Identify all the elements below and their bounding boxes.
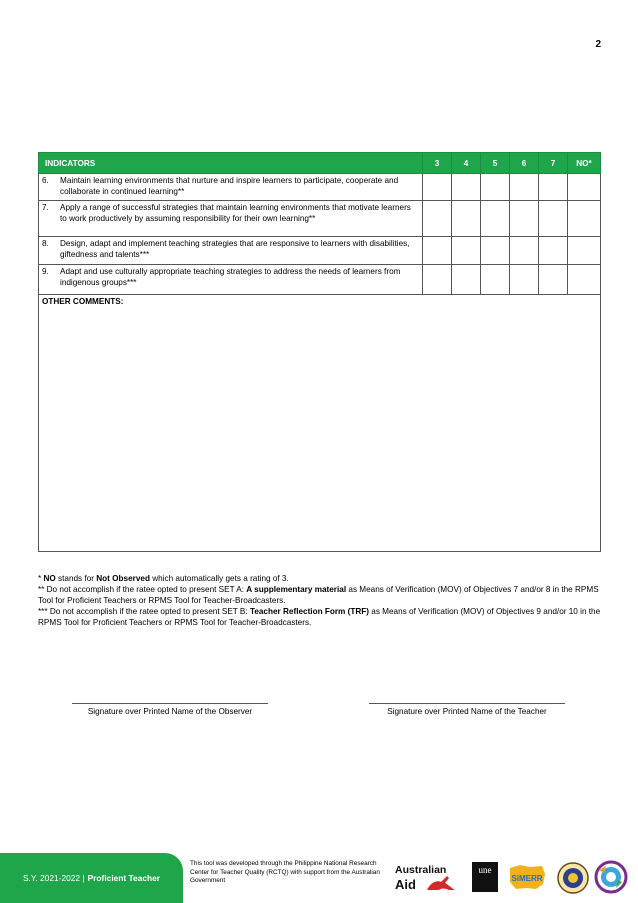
note-text: stands for xyxy=(55,574,97,583)
australian-aid-logo xyxy=(393,860,461,896)
footer-note: This tool was developed through the Philippine National Research Center for Teacher Quality (RCTQ) with support from the Australian Government xyxy=(190,860,380,885)
indicator-text: Design, adapt and implement teaching strategies that are responsive to learners with disabilities, giftedness and talents*** xyxy=(60,239,410,259)
teacher-role: Proficient Teacher xyxy=(87,873,161,883)
indicators-table xyxy=(38,152,601,552)
note-bold: Teacher Reflection Form (TRF) xyxy=(249,607,369,616)
indicator-number: 7. xyxy=(42,203,49,212)
table-header-row xyxy=(39,153,601,174)
indicator-number: 6. xyxy=(42,176,49,185)
table-row xyxy=(39,174,601,201)
indicator-cell xyxy=(39,201,423,237)
note-text: ** Do not accomplish if the ratee opted to present SET A: xyxy=(38,585,247,594)
scale-header: 6 xyxy=(510,153,539,174)
indicator-cell xyxy=(39,265,423,295)
other-comments-label: OTHER COMMENTS: xyxy=(42,297,124,306)
rating-cell[interactable] xyxy=(510,265,539,295)
une-logo-text: une xyxy=(478,865,492,875)
note-text: as Means of Verification (MOV) of Objectives 9 and/or 10 in the RPMS Tool for Proficient Teachers or RPMS Tool for Teacher-Broadcasters. xyxy=(38,607,601,627)
table-row xyxy=(39,237,601,265)
note-text: as Means of Verification (MOV) of Objectives 7 and/or 8 in the RPMS Tool for Proficient Teachers or RPMS Tool for Teacher-Broadcasters. xyxy=(38,585,599,605)
aid-logo-line2: Aid xyxy=(395,877,416,892)
footer-banner xyxy=(0,853,183,903)
simerr-logo-text: SiMERR xyxy=(511,874,543,883)
rating-cell[interactable] xyxy=(452,201,481,237)
scale-header: 3 xyxy=(423,153,452,174)
indicator-number: 9. xyxy=(42,267,49,276)
footnote-1 xyxy=(38,573,603,584)
deped-seal-icon xyxy=(557,862,589,894)
rating-cell[interactable] xyxy=(423,237,452,265)
indicator-text: Maintain learning environments that nurture and inspire learners to participate, cooperate and collaborate in continued learning** xyxy=(60,176,399,196)
rating-cell[interactable] xyxy=(539,265,568,295)
rating-cell[interactable] xyxy=(510,174,539,201)
rating-cell[interactable] xyxy=(452,237,481,265)
note-text: * xyxy=(38,574,44,583)
rating-cell[interactable] xyxy=(539,174,568,201)
other-comments-field[interactable] xyxy=(39,295,601,552)
indicators-header: INDICATORS xyxy=(39,153,423,174)
rating-cell[interactable] xyxy=(481,174,510,201)
scale-header: 4 xyxy=(452,153,481,174)
rating-cell[interactable] xyxy=(539,237,568,265)
footnotes xyxy=(38,573,603,628)
indicator-text: Adapt and use culturally appropriate teaching strategies to address the needs of learners from indigenous groups*** xyxy=(60,267,401,287)
rctq-seal-icon xyxy=(594,860,628,894)
rating-cell[interactable] xyxy=(510,237,539,265)
school-year: S.Y. 2021-2022 | xyxy=(22,873,85,883)
note-bold: NO xyxy=(43,574,56,583)
indicator-number: 8. xyxy=(42,239,49,248)
rating-cell[interactable] xyxy=(568,174,601,201)
aid-logo-line1: Australian xyxy=(395,864,447,876)
rating-cell[interactable] xyxy=(423,265,452,295)
footnote-3 xyxy=(38,606,603,628)
note-text: *** Do not accomplish if the ratee opted to present SET B: xyxy=(38,607,250,616)
rating-cell[interactable] xyxy=(481,265,510,295)
rating-cell[interactable] xyxy=(510,201,539,237)
scale-header: 5 xyxy=(481,153,510,174)
indicator-text: Apply a range of successful strategies that maintain learning environments that motivate learners to work productively by assuming responsibility for their own learning** xyxy=(60,203,411,223)
rating-cell[interactable] xyxy=(539,201,568,237)
rating-cell[interactable] xyxy=(568,237,601,265)
rating-cell[interactable] xyxy=(481,237,510,265)
footnote-2 xyxy=(38,584,603,606)
note-bold: A supplementary material xyxy=(246,585,347,594)
rating-cell[interactable] xyxy=(481,201,510,237)
indicator-cell xyxy=(39,237,423,265)
observer-signature-line[interactable]: Signature over Printed Name of the Observer xyxy=(72,703,268,716)
scale-header: NO* xyxy=(568,153,601,174)
table-row xyxy=(39,265,601,295)
comments-row xyxy=(39,295,601,552)
table-row xyxy=(39,201,601,237)
rating-cell[interactable] xyxy=(452,265,481,295)
scale-header: 7 xyxy=(539,153,568,174)
rating-cell[interactable] xyxy=(568,265,601,295)
rating-cell[interactable] xyxy=(452,174,481,201)
page-number: 2 xyxy=(595,39,601,50)
rating-cell[interactable] xyxy=(423,174,452,201)
indicator-cell xyxy=(39,174,423,201)
simerr-logo xyxy=(506,862,548,892)
une-logo xyxy=(472,862,498,892)
rating-cell[interactable] xyxy=(423,201,452,237)
teacher-signature-line[interactable]: Signature over Printed Name of the Teacher xyxy=(369,703,565,716)
note-bold: Not Observed xyxy=(96,574,150,583)
note-text: which automatically gets a rating of 3. xyxy=(149,574,289,583)
rating-cell[interactable] xyxy=(568,201,601,237)
